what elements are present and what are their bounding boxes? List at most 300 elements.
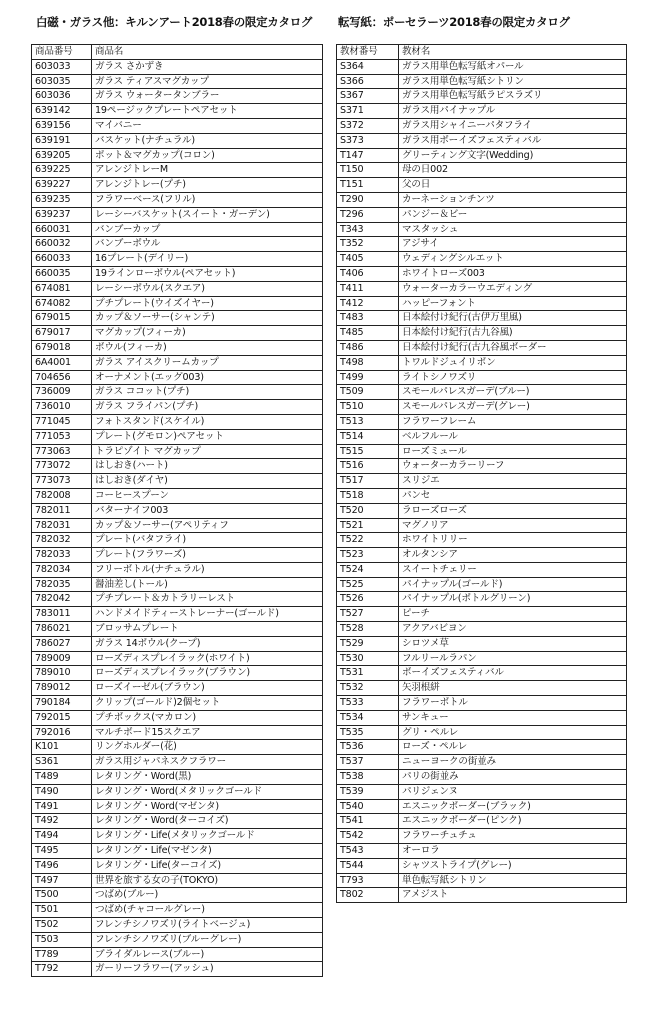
item-name-cell: フラワーフレーム <box>399 414 627 429</box>
item-name-cell: ポット＆マグカップ(コロン) <box>92 148 323 163</box>
item-code-cell: T539 <box>337 784 399 799</box>
item-name-cell: フラワーボトル <box>399 696 627 711</box>
item-code-cell: 639235 <box>32 192 92 207</box>
item-name-cell: シャツストライプ(グレー) <box>399 858 627 873</box>
item-name-cell: エスニックボーダー(ブラック) <box>399 799 627 814</box>
item-name-cell: リングホルダー(花) <box>92 740 323 755</box>
item-name-cell: 日本絵付け紀行(古九谷風) <box>399 326 627 341</box>
item-code-cell: 782008 <box>32 488 92 503</box>
item-code-cell: 674081 <box>32 281 92 296</box>
item-name-cell: パンセ <box>399 488 627 503</box>
item-name-cell: レタリング・Word(マゼンタ) <box>92 799 323 814</box>
item-name-cell: 世界を旅する女の子(TOKYO) <box>92 873 323 888</box>
item-name-cell: プレート(バタフライ) <box>92 533 323 548</box>
item-name-cell: パンジー＆ビー <box>399 207 627 222</box>
table-row <box>337 577 627 592</box>
item-code-cell: 736010 <box>32 400 92 415</box>
table-row <box>337 266 627 281</box>
item-code-cell: T521 <box>337 518 399 533</box>
table-row <box>32 533 323 548</box>
item-code-cell: T489 <box>32 770 92 785</box>
item-code-cell: T483 <box>337 311 399 326</box>
item-code-cell: T509 <box>337 385 399 400</box>
item-name-cell: アメジスト <box>399 888 627 903</box>
item-code-cell: T540 <box>337 799 399 814</box>
item-code-cell: S364 <box>337 59 399 74</box>
item-code-cell: 639237 <box>32 207 92 222</box>
table-row <box>337 814 627 829</box>
item-name-cell: つばめ(チャコールグレー) <box>92 903 323 918</box>
item-name-cell: ボーイズフェスティバル <box>399 666 627 681</box>
item-code-cell: 790184 <box>32 696 92 711</box>
item-code-cell: 704656 <box>32 370 92 385</box>
table-row <box>337 429 627 444</box>
item-code-cell: T500 <box>32 888 92 903</box>
item-name-cell: ガラス用パイナップル <box>399 104 627 119</box>
item-name-cell: ガラス 14ボウル(クープ) <box>92 636 323 651</box>
item-name-cell: レタリング・Life(メタリックゴールド <box>92 829 323 844</box>
table-row <box>32 444 323 459</box>
item-name-cell: 母の日002 <box>399 163 627 178</box>
table-row <box>337 104 627 119</box>
table-row <box>337 414 627 429</box>
item-code-cell: 660032 <box>32 237 92 252</box>
item-name-cell: スリジエ <box>399 474 627 489</box>
table-row <box>337 533 627 548</box>
table-row <box>32 429 323 444</box>
table-row <box>337 548 627 563</box>
item-name-cell: ブライダルレース(ブルー) <box>92 947 323 962</box>
table-row <box>32 784 323 799</box>
item-name-cell: マルチボード15スクエア <box>92 725 323 740</box>
item-name-cell: ガラス ココット(プチ) <box>92 385 323 400</box>
item-name-cell: スモールパレスガーデ(ブルー) <box>399 385 627 400</box>
item-code-cell: T411 <box>337 281 399 296</box>
item-code-cell: 789010 <box>32 666 92 681</box>
item-name-cell: フルリールラパン <box>399 651 627 666</box>
item-name-cell: プレート(フラワーズ) <box>92 548 323 563</box>
table-row <box>32 666 323 681</box>
item-code-cell: T491 <box>32 799 92 814</box>
item-code-cell: T528 <box>337 622 399 637</box>
item-code-cell: T498 <box>337 355 399 370</box>
table-row <box>32 636 323 651</box>
item-code-cell: S372 <box>337 118 399 133</box>
item-code-cell: 782042 <box>32 592 92 607</box>
item-name-cell: プチプレート(ウイズイヤー) <box>92 296 323 311</box>
item-code-cell: 771045 <box>32 414 92 429</box>
item-name-cell: サンキュー <box>399 710 627 725</box>
item-code-cell: T503 <box>32 932 92 947</box>
item-code-cell: T150 <box>337 163 399 178</box>
header-product-name: 商品名 <box>92 45 323 60</box>
table-row <box>32 651 323 666</box>
table-row <box>337 89 627 104</box>
item-code-cell: T793 <box>337 873 399 888</box>
table-row <box>32 770 323 785</box>
table-row <box>32 577 323 592</box>
item-code-cell: T530 <box>337 651 399 666</box>
table-row <box>32 799 323 814</box>
item-code-cell: 773072 <box>32 459 92 474</box>
item-code-cell: T518 <box>337 488 399 503</box>
table-row <box>32 918 323 933</box>
item-code-cell: T412 <box>337 296 399 311</box>
table-row <box>337 370 627 385</box>
item-code-cell: 786021 <box>32 622 92 637</box>
item-name-cell: ガラス ウォータータンブラー <box>92 89 323 104</box>
right-catalog-title: 転写紙：ポーセラーツ2018春の限定カタログ <box>338 15 570 29</box>
table-row <box>32 178 323 193</box>
item-code-cell: T536 <box>337 740 399 755</box>
item-code-cell: 736009 <box>32 385 92 400</box>
item-name-cell: バスケット(ナチュラル) <box>92 133 323 148</box>
table-row <box>337 696 627 711</box>
table-row <box>337 340 627 355</box>
table-row <box>32 385 323 400</box>
item-name-cell: エスニックボーダー(ピンク) <box>399 814 627 829</box>
item-code-cell: 783011 <box>32 607 92 622</box>
item-code-cell: S367 <box>337 89 399 104</box>
table-row <box>32 518 323 533</box>
item-name-cell: ホワイトリリー <box>399 533 627 548</box>
table-row <box>337 252 627 267</box>
item-name-cell: フラワーチュチュ <box>399 829 627 844</box>
item-name-cell: ガラス さかずき <box>92 59 323 74</box>
table-row <box>32 755 323 770</box>
item-code-cell: T538 <box>337 770 399 785</box>
item-code-cell: 660033 <box>32 252 92 267</box>
item-code-cell: 639205 <box>32 148 92 163</box>
header-material-number: 教材番号 <box>337 45 399 60</box>
table-row <box>337 592 627 607</box>
table-row <box>32 947 323 962</box>
right-catalog-table <box>336 44 627 903</box>
item-name-cell: オーナメント(エッグ003) <box>92 370 323 385</box>
item-code-cell: T495 <box>32 844 92 859</box>
item-name-cell: スイートチェリー <box>399 562 627 577</box>
table-row <box>337 651 627 666</box>
item-name-cell: フレンチシノワズリ(ライトベージュ) <box>92 918 323 933</box>
table-row <box>32 296 323 311</box>
item-name-cell: トワルドジュイリボン <box>399 355 627 370</box>
item-code-cell: T542 <box>337 829 399 844</box>
item-name-cell: ウォーターカラーリーフ <box>399 459 627 474</box>
item-name-cell: 日本絵付け紀行(古九谷風ボーダー <box>399 340 627 355</box>
table-row <box>337 459 627 474</box>
item-code-cell: T147 <box>337 148 399 163</box>
table-row <box>32 133 323 148</box>
table-row <box>32 74 323 89</box>
table-row <box>337 59 627 74</box>
table-row <box>32 932 323 947</box>
item-name-cell: ニューヨークの街並み <box>399 755 627 770</box>
table-row <box>337 799 627 814</box>
item-code-cell: 782011 <box>32 503 92 518</box>
item-code-cell: 792015 <box>32 710 92 725</box>
item-name-cell: レタリング・Word(ターコイズ) <box>92 814 323 829</box>
table-row <box>337 784 627 799</box>
item-code-cell: T537 <box>337 755 399 770</box>
item-name-cell: パイナップル(ボトルグリーン) <box>399 592 627 607</box>
item-code-cell: T526 <box>337 592 399 607</box>
item-name-cell: ローズイーゼル(ブラウン) <box>92 681 323 696</box>
item-name-cell: カーネーションチンツ <box>399 192 627 207</box>
item-name-cell: レタリング・Word(メタリックゴールド <box>92 784 323 799</box>
item-name-cell: フリーボトル(ナチュラル) <box>92 562 323 577</box>
item-name-cell: クリップ(ゴールド)2個セット <box>92 696 323 711</box>
item-name-cell: トラピゾイト マグカップ <box>92 444 323 459</box>
item-name-cell: ガラス用単色転写紙シトリン <box>399 74 627 89</box>
item-code-cell: S371 <box>337 104 399 119</box>
item-name-cell: コーヒースプーン <box>92 488 323 503</box>
item-name-cell: グリーティング文字(Wedding) <box>399 148 627 163</box>
item-name-cell: プチプレート＆カトラリーレスト <box>92 592 323 607</box>
item-code-cell: T513 <box>337 414 399 429</box>
table-row <box>32 607 323 622</box>
item-code-cell: 773063 <box>32 444 92 459</box>
table-row <box>337 74 627 89</box>
item-code-cell: T516 <box>337 459 399 474</box>
item-name-cell: ウォーターカラーウエディング <box>399 281 627 296</box>
table-row <box>32 548 323 563</box>
table-row <box>32 562 323 577</box>
table-row <box>337 222 627 237</box>
item-name-cell: ローズ・ペルレ <box>399 740 627 755</box>
left-catalog-table <box>31 44 323 977</box>
table-row <box>337 725 627 740</box>
table-row <box>337 474 627 489</box>
item-name-cell: 16プレート(デイリー) <box>92 252 323 267</box>
item-name-cell: シロツメ草 <box>399 636 627 651</box>
item-name-cell: 父の日 <box>399 178 627 193</box>
table-row <box>32 681 323 696</box>
table-row <box>32 740 323 755</box>
table-row <box>32 311 323 326</box>
table-row <box>337 488 627 503</box>
item-name-cell: パイナップル(ゴールド) <box>399 577 627 592</box>
item-name-cell: カップ＆ソーサー(アペリティフ <box>92 518 323 533</box>
item-code-cell: T792 <box>32 962 92 977</box>
item-code-cell: T486 <box>337 340 399 355</box>
item-name-cell: アレンジトレー(プチ) <box>92 178 323 193</box>
item-name-cell: ガラス アイスクリームカップ <box>92 355 323 370</box>
table-row <box>337 148 627 163</box>
item-name-cell: レタリング・Life(ターコイズ) <box>92 858 323 873</box>
item-name-cell: オルタンシア <box>399 548 627 563</box>
item-name-cell: マグカップ(フィーカ) <box>92 326 323 341</box>
table-row <box>337 281 627 296</box>
item-name-cell: 矢羽根絣 <box>399 681 627 696</box>
item-name-cell: レタリング・Word(黒) <box>92 770 323 785</box>
item-name-cell: ハッピーフォント <box>399 296 627 311</box>
item-name-cell: ローズディスプレイラック(ホワイト) <box>92 651 323 666</box>
item-name-cell: 日本絵付け紀行(古伊万里風) <box>399 311 627 326</box>
table-row <box>32 89 323 104</box>
header-row <box>32 45 323 60</box>
item-name-cell: つばめ(ブルー) <box>92 888 323 903</box>
table-row <box>32 474 323 489</box>
table-row <box>32 237 323 252</box>
table-row <box>32 414 323 429</box>
item-code-cell: T406 <box>337 266 399 281</box>
table-row <box>32 503 323 518</box>
table-row <box>337 133 627 148</box>
right-table-body <box>337 59 627 902</box>
table-row <box>32 622 323 637</box>
item-name-cell: ガラス用単色転写紙オパール <box>399 59 627 74</box>
item-code-cell: T523 <box>337 548 399 563</box>
table-row <box>32 400 323 415</box>
item-code-cell: 639227 <box>32 178 92 193</box>
item-code-cell: 639142 <box>32 104 92 119</box>
item-name-cell: バンブーボウル <box>92 237 323 252</box>
table-row <box>337 518 627 533</box>
item-name-cell: マスタッシュ <box>399 222 627 237</box>
table-row <box>32 340 323 355</box>
table-row <box>337 385 627 400</box>
item-code-cell: T524 <box>337 562 399 577</box>
item-code-cell: 674082 <box>32 296 92 311</box>
item-code-cell: 782032 <box>32 533 92 548</box>
table-row <box>337 503 627 518</box>
table-row <box>337 844 627 859</box>
item-code-cell: T535 <box>337 725 399 740</box>
item-code-cell: T494 <box>32 829 92 844</box>
table-row <box>337 178 627 193</box>
item-name-cell: パリの街並み <box>399 770 627 785</box>
item-code-cell: T290 <box>337 192 399 207</box>
item-name-cell: フォトスタンド(スケイル) <box>92 414 323 429</box>
item-name-cell: ハンドメイドティーストレーナー(ゴールド) <box>92 607 323 622</box>
item-name-cell: ローズミュール <box>399 444 627 459</box>
item-name-cell: プレート(グモロン)ペアセット <box>92 429 323 444</box>
table-row <box>32 370 323 385</box>
item-name-cell: ガラス用シャイニーパタフライ <box>399 118 627 133</box>
table-row <box>337 326 627 341</box>
item-name-cell: 醤油差し(トール) <box>92 577 323 592</box>
table-row <box>32 888 323 903</box>
item-name-cell: ホワイトローズ003 <box>399 266 627 281</box>
item-code-cell: 639156 <box>32 118 92 133</box>
item-name-cell: ライトシノワズリ <box>399 370 627 385</box>
table-row <box>32 355 323 370</box>
item-name-cell: アジサイ <box>399 237 627 252</box>
item-code-cell: T533 <box>337 696 399 711</box>
item-name-cell: ガラス フライパン(プチ) <box>92 400 323 415</box>
item-code-cell: T151 <box>337 178 399 193</box>
item-code-cell: T514 <box>337 429 399 444</box>
table-row <box>337 355 627 370</box>
table-row <box>32 710 323 725</box>
table-row <box>337 296 627 311</box>
table-row <box>32 266 323 281</box>
table-row <box>32 962 323 977</box>
header-material-name: 教材名 <box>399 45 627 60</box>
item-code-cell: 679015 <box>32 311 92 326</box>
item-code-cell: 603033 <box>32 59 92 74</box>
item-code-cell: T343 <box>337 222 399 237</box>
table-row <box>337 622 627 637</box>
item-code-cell: 782035 <box>32 577 92 592</box>
table-row <box>337 858 627 873</box>
item-code-cell: T496 <box>32 858 92 873</box>
item-name-cell: ブロッサムプレート <box>92 622 323 637</box>
item-code-cell: 679018 <box>32 340 92 355</box>
item-code-cell: T490 <box>32 784 92 799</box>
table-row <box>337 829 627 844</box>
table-row <box>32 148 323 163</box>
table-row <box>337 770 627 785</box>
item-name-cell: ガラス用ボーイズフェスティバル <box>399 133 627 148</box>
item-name-cell: ベルフルール <box>399 429 627 444</box>
table-row <box>32 118 323 133</box>
item-code-cell: 782033 <box>32 548 92 563</box>
table-row <box>32 858 323 873</box>
item-code-cell: 660035 <box>32 266 92 281</box>
header-row <box>337 45 627 60</box>
item-code-cell: T532 <box>337 681 399 696</box>
item-code-cell: T510 <box>337 400 399 415</box>
item-code-cell: T517 <box>337 474 399 489</box>
item-code-cell: S373 <box>337 133 399 148</box>
item-code-cell: S366 <box>337 74 399 89</box>
table-row <box>337 444 627 459</box>
item-code-cell: 782034 <box>32 562 92 577</box>
table-row <box>32 592 323 607</box>
item-code-cell: T515 <box>337 444 399 459</box>
table-row <box>32 104 323 119</box>
table-row <box>337 666 627 681</box>
item-name-cell: バンブーカップ <box>92 222 323 237</box>
left-table-body <box>32 59 323 976</box>
table-row <box>32 192 323 207</box>
item-code-cell: T531 <box>337 666 399 681</box>
item-code-cell: T789 <box>32 947 92 962</box>
item-code-cell: T492 <box>32 814 92 829</box>
table-row <box>32 903 323 918</box>
item-code-cell: T497 <box>32 873 92 888</box>
item-name-cell: アクアバビヨン <box>399 622 627 637</box>
item-name-cell: ガラス ティアスマグカップ <box>92 74 323 89</box>
item-name-cell: ガーリーフラワー(アッシュ) <box>92 962 323 977</box>
item-code-cell: 660031 <box>32 222 92 237</box>
table-row <box>337 873 627 888</box>
item-name-cell: アレンジトレーM <box>92 163 323 178</box>
item-code-cell: T544 <box>337 858 399 873</box>
table-row <box>337 311 627 326</box>
table-row <box>32 814 323 829</box>
item-code-cell: T485 <box>337 326 399 341</box>
item-name-cell: マイバニー <box>92 118 323 133</box>
item-code-cell: T527 <box>337 607 399 622</box>
table-row <box>337 607 627 622</box>
table-row <box>32 459 323 474</box>
item-name-cell: ボウル(フィーカ) <box>92 340 323 355</box>
left-catalog-title: 白磁・ガラス他：キルンアート2018春の限定カタログ <box>36 15 313 29</box>
item-code-cell: T352 <box>337 237 399 252</box>
table-row <box>337 400 627 415</box>
item-code-cell: 782031 <box>32 518 92 533</box>
item-name-cell: 19ページックプレートペアセット <box>92 104 323 119</box>
table-row <box>32 326 323 341</box>
item-name-cell: フラワーベース(フリル) <box>92 192 323 207</box>
item-name-cell: フレンチシノワズリ(ブルーグレー) <box>92 932 323 947</box>
item-name-cell: マグノリア <box>399 518 627 533</box>
table-row <box>32 252 323 267</box>
table-row <box>32 725 323 740</box>
item-name-cell: 単色転写紙シトリン <box>399 873 627 888</box>
